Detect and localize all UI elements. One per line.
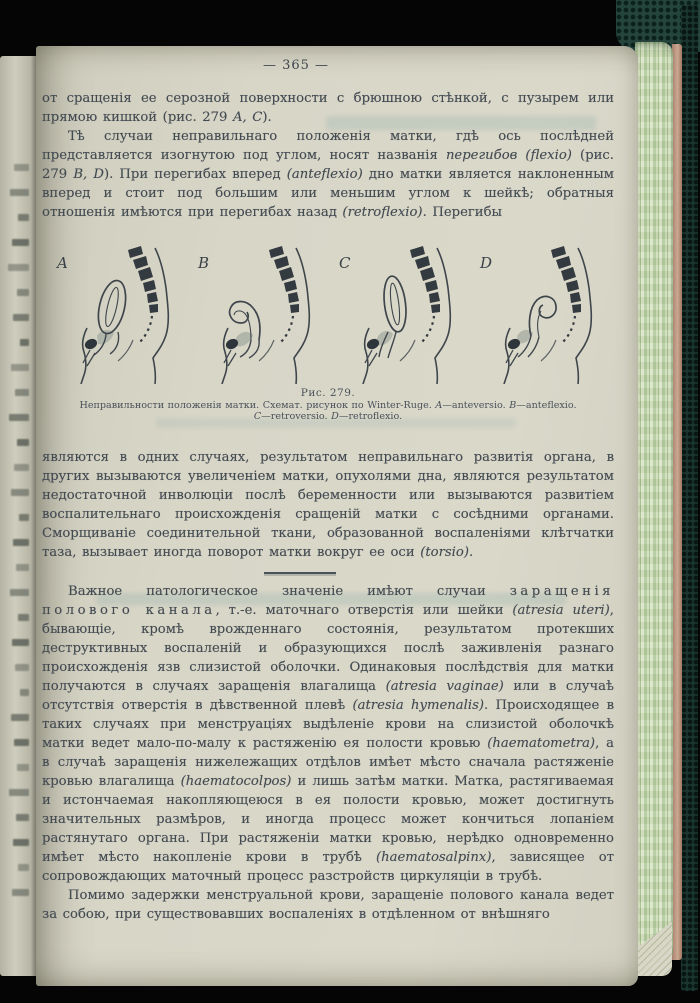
paragraph: Помимо задержки менструальной крови, заращеніе полового канала ведет за собою, при существовавших воспаленіях в отдѣленном от внѣшняго — [42, 888, 614, 922]
facing-page-text-fragment — [14, 464, 29, 471]
panel-label-c: C — [339, 254, 351, 272]
facing-page-sliver — [0, 56, 38, 976]
panel-label-a: A — [57, 254, 68, 272]
facing-page-text-fragment — [20, 689, 29, 696]
facing-page-text-fragment — [12, 639, 29, 646]
figure-panel-anteversio — [50, 244, 191, 384]
figure-caption-title: Рис. 279. — [300, 387, 356, 399]
figure-panel-anteflexio — [191, 244, 332, 384]
facing-page-text-fragment — [10, 189, 29, 196]
facing-page-text-fragment — [18, 614, 29, 621]
facing-page-text-fragment — [9, 789, 29, 796]
facing-page-text-fragment — [10, 589, 29, 596]
figure-caption-lines — [42, 400, 614, 422]
facing-page-text-fragment — [15, 664, 29, 671]
pelvis-sagittal-drawing-retroversio — [332, 244, 473, 384]
figure-panel-retroflexio — [473, 244, 614, 384]
facing-page-text-fragment — [13, 314, 29, 321]
facing-page-text-fragment — [11, 489, 29, 496]
figure-279 — [42, 244, 614, 422]
facing-page-text-fragment — [16, 564, 29, 571]
facing-page-text-fragment — [9, 414, 29, 421]
book-page — [36, 46, 638, 986]
facing-page-text-fragment — [20, 339, 29, 346]
figure-caption — [42, 387, 614, 422]
paragraph: Тѣ случаи неправильнаго положенія матки, гдѣ ось послѣдней представляется изогнутою под углом, носят названія перегибов (flexio) (рис. 279 B, D). При перегибах вперед (anteflexio) дно матки является наклоненным вперед и стоит под большим или меньшим углом к шейкѣ; обратныя отношенія имѣются при перегибах назад (retroflexio). Перегибы — [42, 129, 614, 220]
facing-page-text-fragment — [11, 714, 29, 721]
facing-page-text-fragment — [17, 764, 29, 771]
facing-page-text-fragment — [19, 514, 29, 521]
panel-label-b: B — [198, 254, 210, 272]
paragraph: C—retroversio. D—retroflexio. — [253, 411, 403, 422]
facing-page-text-fragment — [16, 814, 29, 821]
facing-page-text-fragment — [12, 239, 29, 246]
facing-page-text-fragment — [18, 864, 29, 871]
pelvis-sagittal-drawing-anteflexio — [191, 244, 332, 384]
paragraph-group-top — [42, 89, 614, 222]
panel-label-d: D — [480, 254, 493, 272]
pelvis-sagittal-drawing-anteversio — [50, 244, 191, 384]
figure-panel-retroversio — [332, 244, 473, 384]
facing-page-text-fragment — [11, 364, 29, 371]
text-block — [36, 46, 638, 924]
paragraph-group-bottom — [42, 582, 614, 924]
facing-page-text-fragment — [8, 264, 29, 271]
paragraph: Неправильности положенія матки. Схемат. рисунок по Winter-Ruge. A—anteversio. B—anteflexio. — [79, 400, 577, 411]
book-cover-spine-edge — [681, 5, 698, 991]
facing-page-text-fragment — [18, 214, 29, 221]
page-number: — 365 — — [262, 58, 330, 73]
facing-page-text-fragment — [14, 164, 29, 171]
book-block-pink-edge — [672, 44, 682, 960]
facing-page-text-fragment — [12, 889, 29, 896]
paragraph: Важное патологическое значеніе имѣют случаи заращенія полового канала, т.-е. маточнаго отверстія или шейки (atresia uteri), бывающіе, кромѣ врожденнаго состоянія, результатом протекших деструктивных воспаленій и образующихся послѣ заживленія разнаго происхожденія язв слизистой оболочки. Одинаковыя послѣдствія для матки получаются в случаях заращенія влагалища (atresia vaginae) или в случаѣ отсутствія отверстія в дѣвственной плевѣ (atresia hymenalis). Происходящее в таких случаях при менструаціях выдѣленіе крови на слизистой оболочкѣ матки ведет мало-по-малу к растяженію ея полости кровью (haematometra), а в случаѣ заращенія нижележащих отдѣлов имѣет мѣсто сначала растяженіе кровью влагалища (haematocolpos) и лишь затѣм матки. Матка, растягиваемая и истончаемая накопляющеюся в ея полости кровью, может достигнуть значительных размѣров, и иногда процесс может кончиться лопаніем растянутаго органа. При растяженіи матки кровью, нерѣдко одновременно имѣет мѣсто накопленіе крови в трубѣ (haematosalpinx), зависящее от сопровождающих маточный процесс разстройств циркуляціи в трубѣ. — [42, 584, 615, 884]
facing-page-text-fragment — [17, 439, 29, 446]
paragraph-group-mid — [42, 448, 614, 562]
paragraph: от сращенія ее серозной поверхности с брюшною стѣнкой, с пузырем или прямою кишкой (рис. 279 A, C). — [42, 91, 614, 125]
facing-page-text-fragment — [13, 539, 29, 546]
page-fore-edge — [635, 42, 673, 960]
paragraph: являются в одних случаях, результатом неправильнаго развитія органа, в других вызываются увеличеніем матки, опухолями дна, являются результатом недостаточной инволюціи послѣ беременности или вызываются развитіем воспалительнаго происхожденія сращеній матки с сосѣдними органами. Сморщиваніе соединительной ткани, образованной воспаленіями клѣтчатки таза, вызывает иногда поворот матки вокруг ее оси (torsio). — [42, 450, 614, 560]
figure-panels-row — [50, 244, 614, 384]
facing-page-text-fragment — [15, 389, 29, 396]
facing-page-text-fragment — [14, 739, 29, 746]
pelvis-sagittal-drawing-retroflexio — [473, 244, 614, 384]
facing-page-text-fragment — [13, 839, 29, 846]
section-divider — [264, 572, 336, 574]
facing-page-text-fragment — [17, 289, 29, 296]
